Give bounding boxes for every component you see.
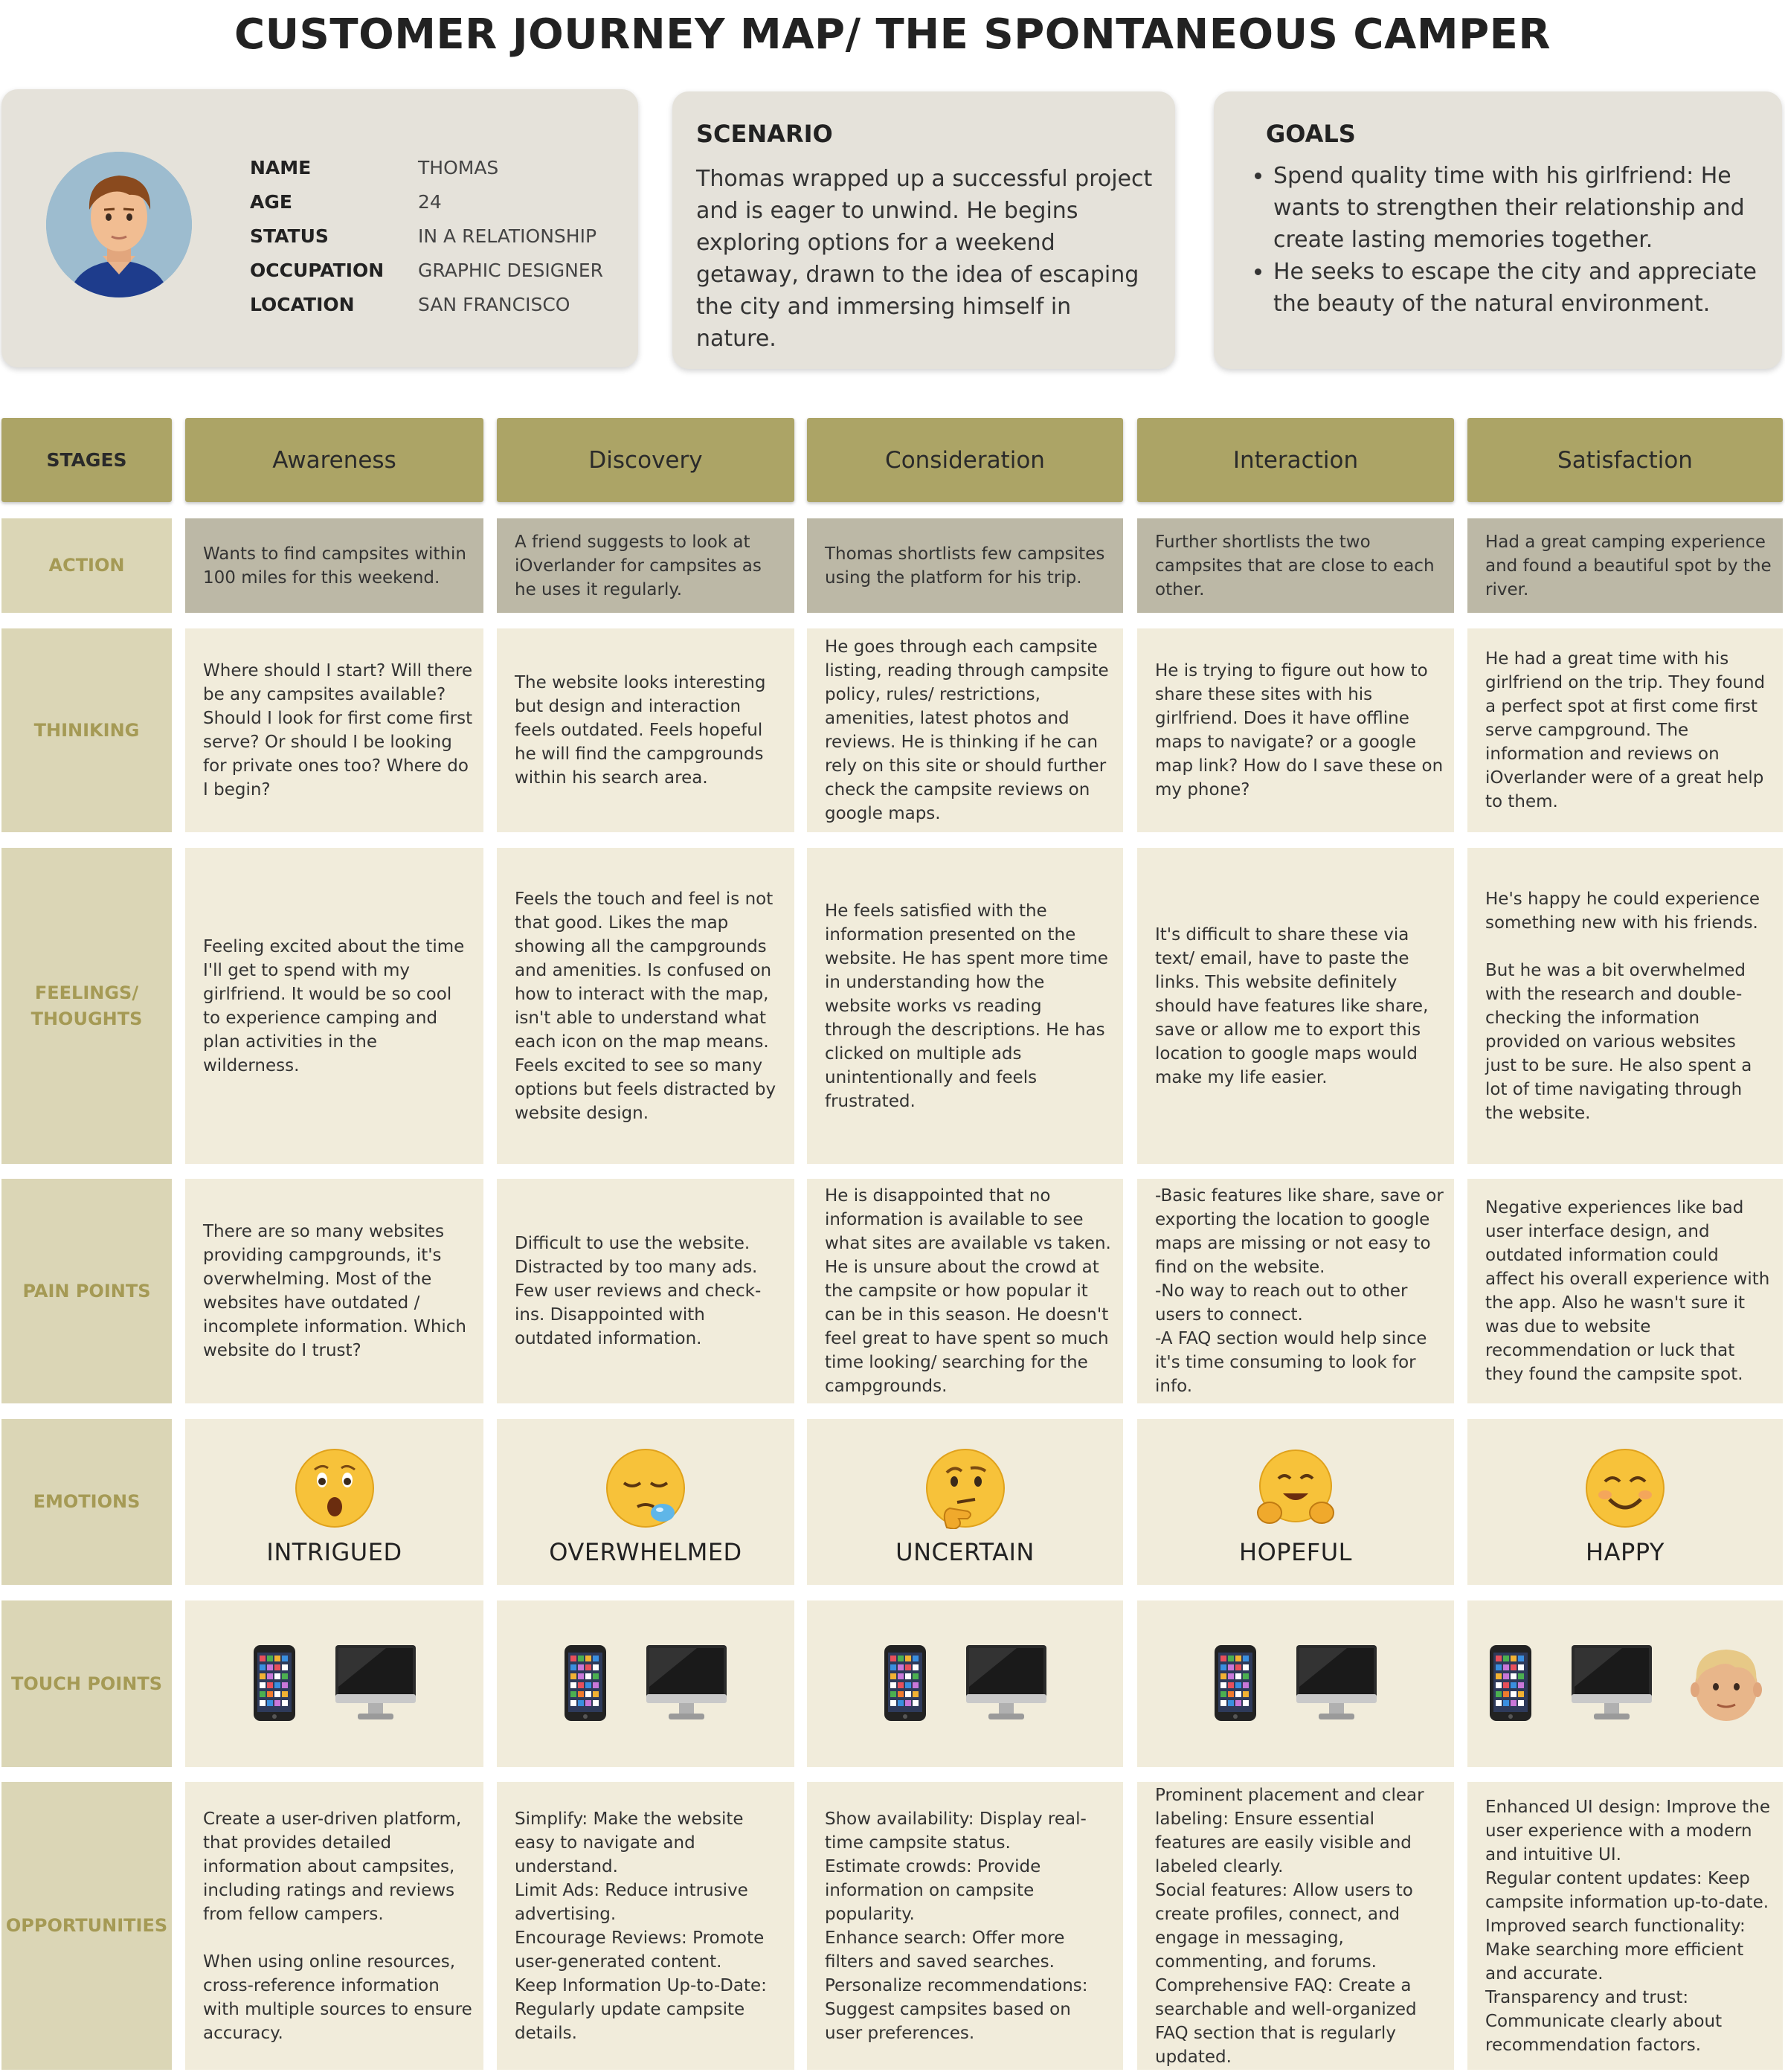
persona-value: 24 xyxy=(418,190,442,213)
persona-label: NAME xyxy=(250,156,312,178)
row-label-text: EMOTIONS xyxy=(33,1491,141,1512)
pain-cell-awareness xyxy=(185,1179,483,1403)
opportunities-cell-satisfaction xyxy=(1467,1782,1783,2070)
persona-label: STATUS xyxy=(250,225,329,247)
man-avatar-icon xyxy=(46,152,192,297)
pain-text: There are so many websites providing campgrounds, it's overwhelming. Most of the websites have outdated / incomplete information. Which website do I trust? xyxy=(203,1222,467,1360)
goals-list xyxy=(1248,160,1776,320)
touch-cell-consideration xyxy=(807,1600,1123,1767)
pain-text: Difficult to use the website. Distracted by too many ads. Few user reviews and check-ins. Disappointed with outdated information. xyxy=(515,1234,762,1348)
persona-row xyxy=(250,253,603,287)
goal-item: • He seeks to escape the city and appreciate the beauty of the natural environment. xyxy=(1273,256,1776,320)
desktop-computer-icon xyxy=(965,1644,1048,1725)
thinking-face-icon xyxy=(924,1447,1006,1529)
feelings-cell-awareness xyxy=(185,848,483,1164)
pain-text: He is disappointed that no information is available to see what sites are available vs taken. He is unsure about the crowd at the campsite or how popular it can be in this season. He doesn't feel great to have spent so much time looking/ searching for the campgrounds. xyxy=(825,1186,1111,1396)
row-label-text: PAIN POINTS xyxy=(22,1280,151,1302)
feelings-cell-interaction xyxy=(1137,848,1454,1164)
touch-point-icons xyxy=(497,1644,794,1725)
goals-heading: GOALS xyxy=(1266,120,1356,148)
persona-label: AGE xyxy=(250,190,292,213)
persona-card xyxy=(1,89,638,367)
thinking-cell-awareness xyxy=(185,628,483,832)
feelings-cell-satisfaction xyxy=(1467,848,1783,1164)
persona-value: GRAPHIC DESIGNER xyxy=(418,259,604,281)
row-label-opportunities xyxy=(1,1782,172,2070)
opportunities-cell-consideration xyxy=(807,1782,1123,2070)
page-title: CUSTOMER JOURNEY MAP/ THE SPONTANEOUS CAMPER xyxy=(234,10,1551,59)
opportunities-text: Show availability: Display real-time campsite status. Estimate crowds: Provide information on campsite popularity. Enhance search: Offer more filters and saved searches. Personalize recommendations: Suggest campsites based on user preferences. xyxy=(825,1809,1088,2043)
emotion-label: OVERWHELMED xyxy=(549,1538,742,1566)
opportunities-text: Prominent placement and clear labeling: Ensure essential features are easily visible and labeled clearly. Social features: Allow users to create profiles, connect, and engage in messaging, commenting, and forums. Comprehensive FAQ: Create a searchable and well-organized FAQ section that is regularly updated. xyxy=(1155,1785,1424,2067)
persona-label: OCCUPATION xyxy=(250,259,385,281)
persona-row xyxy=(250,287,603,321)
row-label-thinking xyxy=(1,628,172,832)
emotion-label: UNCERTAIN xyxy=(895,1538,1035,1566)
thinking-text: He goes through each campsite listing, reading through campsite policy, rules/ restrictions, amenities, latest photos and reviews. He is thinking if he can rely on this site or should further check the campsite reviews on google maps. xyxy=(825,637,1109,823)
thinking-cell-discovery xyxy=(497,628,794,832)
action-text: Further shortlists the two campsites that are close to each other. xyxy=(1155,532,1435,599)
stage-header-discovery xyxy=(497,418,794,502)
smartphone-icon xyxy=(883,1644,927,1725)
row-label-action xyxy=(1,518,172,613)
row-label-emotions xyxy=(1,1419,172,1585)
emotions-cell-awareness xyxy=(185,1419,483,1585)
thinking-cell-satisfaction xyxy=(1467,628,1783,832)
goal-item: • Spend quality time with his girlfriend: He wants to strengthen their relationship and create lasting memories together. xyxy=(1273,160,1776,256)
touch-cell-discovery xyxy=(497,1600,794,1767)
opportunities-cell-interaction xyxy=(1137,1782,1454,2070)
row-label-text: FEELINGS/ THOUGHTS xyxy=(30,982,143,1029)
action-text: Had a great camping experience and found a beautiful spot by the river. xyxy=(1485,532,1772,599)
emotions-cell-discovery xyxy=(497,1419,794,1585)
smiling-face-icon xyxy=(1584,1447,1666,1529)
feelings-text: He's happy he could experience something new with his friends. But he was a bit overwhelmed with the research and double-checking the information provided on various websites just to be sure. He also spent a lot of time navigating through the website. xyxy=(1485,889,1760,1123)
touch-cell-awareness xyxy=(185,1600,483,1767)
pain-cell-discovery xyxy=(497,1179,794,1403)
desktop-computer-icon xyxy=(645,1644,728,1725)
pain-text: Negative experiences like bad user interface design, and outdated information could affect his overall experience with the app. Also he wasn't sure it was due to website recommendation or luck that they found the campsite spot. xyxy=(1485,1198,1770,1384)
row-label-feelings xyxy=(1,848,172,1164)
persona-label: LOCATION xyxy=(250,293,355,315)
feelings-cell-discovery xyxy=(497,848,794,1164)
pain-cell-interaction xyxy=(1137,1179,1454,1403)
stage-header-awareness xyxy=(185,418,483,502)
pain-text: -Basic features like share, save or exporting the location to google maps are missing or not easy to find on the website. -No way to reach out to other users to connect. -A FAQ section would help since it's time consuming to look for info. xyxy=(1155,1186,1444,1396)
emotion-label: HOPEFUL xyxy=(1239,1538,1352,1566)
row-label-text: TOUCH POINTS xyxy=(11,1673,162,1694)
row-label-text: THINIKING xyxy=(33,719,140,741)
persona-value: IN A RELATIONSHIP xyxy=(418,225,597,247)
action-text: Wants to find campsites within 100 miles for this weekend. xyxy=(203,544,466,588)
thinking-cell-consideration xyxy=(807,628,1123,832)
stages-label-cell xyxy=(1,418,172,502)
pain-cell-satisfaction xyxy=(1467,1179,1783,1403)
desktop-computer-icon xyxy=(334,1644,417,1725)
stage-header-consideration xyxy=(807,418,1123,502)
stage-name: Discovery xyxy=(588,446,703,474)
hugging-face-icon xyxy=(1255,1447,1337,1529)
persona-row xyxy=(250,219,603,253)
stages-label: STAGES xyxy=(46,449,127,471)
touch-point-icons xyxy=(1467,1644,1783,1725)
emotions-cell-interaction xyxy=(1137,1419,1454,1585)
feelings-text: Feels the touch and feel is not that good. Likes the map showing all the campgrounds and amenities. Is confused on how to interact with the map, isn't able to understand what each icon on the map means. Feels excited to see so many options but feels distracted by website design. xyxy=(515,889,776,1123)
action-cell-awareness xyxy=(185,518,483,613)
action-cell-interaction xyxy=(1137,518,1454,613)
opportunities-cell-discovery xyxy=(497,1782,794,2070)
emotion-label: HAPPY xyxy=(1586,1538,1665,1566)
opportunities-cell-awareness xyxy=(185,1782,483,2070)
persona-value: THOMAS xyxy=(418,156,499,178)
astonished-face-icon xyxy=(294,1447,376,1529)
smartphone-icon xyxy=(563,1644,608,1725)
stage-name: Consideration xyxy=(885,446,1045,474)
persona-row xyxy=(250,150,603,184)
persona-fields xyxy=(250,150,603,321)
row-label-pain xyxy=(1,1179,172,1403)
touch-point-icons xyxy=(185,1644,483,1725)
action-text: Thomas shortlists few campsites using the platform for his trip. xyxy=(825,544,1105,588)
scenario-heading: SCENARIO xyxy=(696,120,833,148)
thinking-cell-interaction xyxy=(1137,628,1454,832)
opportunities-text: Enhanced UI design: Improve the user experience with a modern and intuitive UI. Regular content updates: Keep campsite information up-to-date. Improved search functionality: Make searching more efficient and accurate. Transparency and trust: Communicate clearly about recommendation factors. xyxy=(1485,1797,1770,2055)
thinking-text: He had a great time with his girlfriend on the trip. They found a perfect spot at first come first serve campground. The information and reviews on iOverlander were of a great help to them. xyxy=(1485,649,1766,811)
feelings-text: It's difficult to share these via text/ email, have to paste the links. This website definitely should have features like share, save or allow me to export this location to google maps would make my life easier. xyxy=(1155,924,1429,1087)
action-cell-satisfaction xyxy=(1467,518,1783,613)
person-icon xyxy=(1691,1644,1762,1725)
feelings-text: Feeling excited about the time I'll get to spend with my girlfriend. It would be so cool to experience camping and plan activities in the wilderness. xyxy=(203,936,465,1075)
stage-name: Interaction xyxy=(1232,446,1359,474)
scenario-card xyxy=(672,91,1175,369)
thinking-text: The website looks interesting but design and interaction feels outdated. Feels hopeful he will find the campgrounds within his search area. xyxy=(515,673,766,788)
smartphone-icon xyxy=(1488,1644,1533,1725)
smartphone-icon xyxy=(1213,1644,1258,1725)
thinking-text: He is trying to figure out how to share these sites with his girlfriend. Does it have offline maps to navigate? or a google map link? How do I save these on my phone? xyxy=(1155,661,1444,799)
touch-point-icons xyxy=(807,1644,1123,1725)
emotions-cell-satisfaction xyxy=(1467,1419,1783,1585)
row-label-text: ACTION xyxy=(48,555,125,576)
opportunities-text: Simplify: Make the website easy to navigate and understand. Limit Ads: Reduce intrusive advertising. Encourage Reviews: Promote user-generated content. Keep Information Up-to-Date: Regularly update campsite details. xyxy=(515,1809,767,2043)
row-label-text: OPPORTUNITIES xyxy=(5,1915,168,1936)
pain-cell-consideration xyxy=(807,1179,1123,1403)
sleepy-face-icon xyxy=(605,1447,686,1529)
feelings-cell-consideration xyxy=(807,848,1123,1164)
feelings-text: He feels satisfied with the information presented on the website. He has spent more time in understanding how the website works vs reading through the descriptions. He has clicked on multiple ads unintentionally and feels frustrated. xyxy=(825,901,1108,1111)
touch-cell-interaction xyxy=(1137,1600,1454,1767)
touch-point-icons xyxy=(1137,1644,1454,1725)
persona-row xyxy=(250,184,603,219)
thinking-text: Where should I start? Will there be any campsites available? Should I look for first come first serve? Or should I be looking for private ones too? Where do I begin? xyxy=(203,661,473,799)
emotions-cell-consideration xyxy=(807,1419,1123,1585)
goals-card xyxy=(1214,91,1782,369)
persona-value: SAN FRANCISCO xyxy=(418,293,570,315)
row-label-touch xyxy=(1,1600,172,1767)
desktop-computer-icon xyxy=(1295,1644,1378,1725)
touch-cell-satisfaction xyxy=(1467,1600,1783,1767)
stage-header-satisfaction xyxy=(1467,418,1783,502)
desktop-computer-icon xyxy=(1570,1644,1653,1725)
action-cell-discovery xyxy=(497,518,794,613)
action-text: A friend suggests to look at iOverlander for campsites as he uses it regularly. xyxy=(515,532,762,599)
smartphone-icon xyxy=(252,1644,297,1725)
stage-name: Awareness xyxy=(272,446,396,474)
stage-header-interaction xyxy=(1137,418,1454,502)
action-cell-consideration xyxy=(807,518,1123,613)
opportunities-text: Create a user-driven platform, that provides detailed information about campsites, including ratings and reviews from fellow campers. When using online resources, cross-reference information with multiple sources to ensure accuracy. xyxy=(203,1809,472,2043)
persona-avatar xyxy=(46,152,192,297)
scenario-text: Thomas wrapped up a successful project and is eager to unwind. He begins exploring options for a weekend getaway, drawn to the idea of escaping the city and immersing himself in nature. xyxy=(696,166,1153,352)
stage-name: Satisfaction xyxy=(1557,446,1693,474)
emotion-label: INTRIGUED xyxy=(266,1538,402,1566)
